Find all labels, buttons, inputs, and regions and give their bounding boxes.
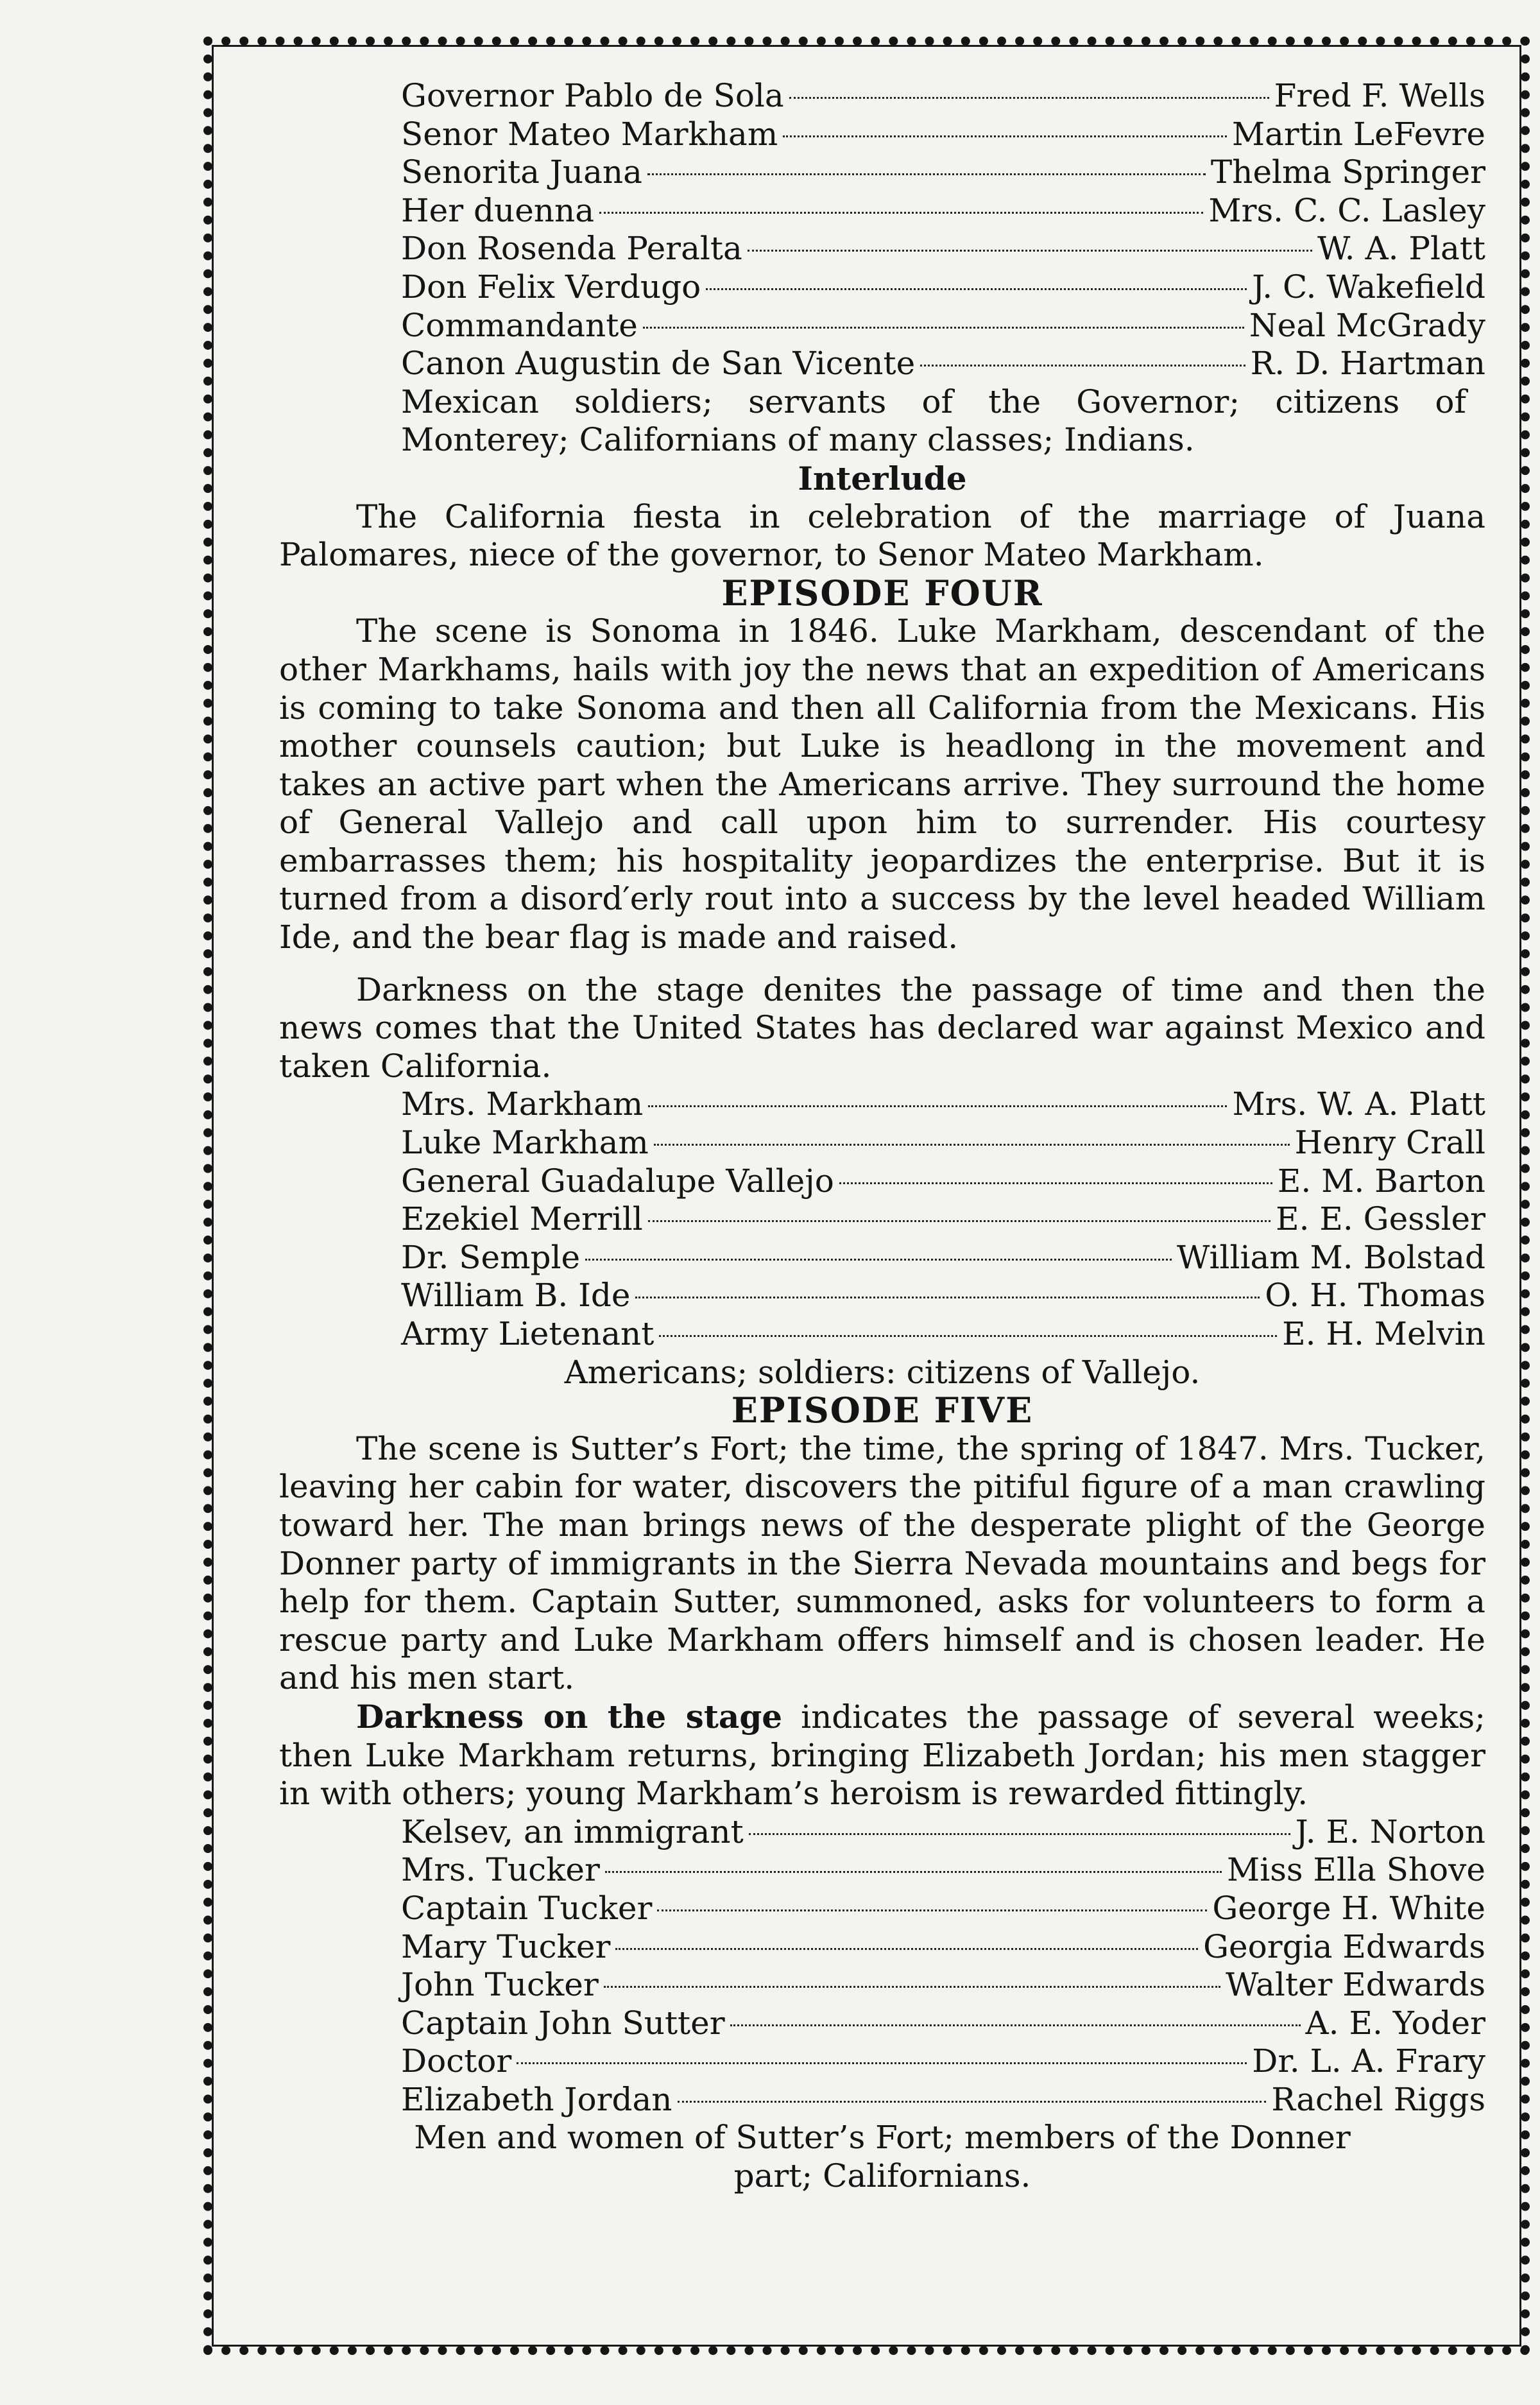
interlude-title: Interlude — [798, 459, 967, 497]
cast-row: Canon Augustin de San Vicente R. D. Hartman — [401, 345, 1485, 383]
cast-row: Kelsev, an immigrant J. E. Norton — [401, 1813, 1485, 1850]
cast-row: Don Rosenda Peralta W. A. Platt — [401, 230, 1485, 268]
program-page — [279, 77, 1485, 2196]
episode4-cast-list — [279, 1085, 1485, 1353]
cast-row: Mary Tucker Georgia Edwards — [401, 1927, 1485, 1965]
episode4-title: EPISODE FOUR — [721, 572, 1043, 614]
episode5-para2-rest: indicates the passage of several weeks; then Luke Markham returns, bringing Elizabeth Jordan; his men stagger in with others; young Markham’s heroism is rewarded fittingly. — [279, 1698, 1486, 1813]
cast-row: John Tucker Walter Edwards — [401, 1966, 1485, 2004]
cast-row: Senor Mateo Markham Martin LeFevre — [401, 115, 1485, 153]
cast-row: General Guadalupe Vallejo E. M. Barton — [401, 1162, 1485, 1200]
episode3-extras: Mexican soldiers; servants of the Governor; citizens of Monterey; Californians of many classes; Indians. — [401, 383, 1466, 459]
cast-row: Senorita Juana Thelma Springer — [401, 153, 1485, 191]
episode3-cast-list — [279, 77, 1485, 383]
cast-row: Don Felix Verdugo J. C. Wakefield — [401, 268, 1485, 306]
cast-row: Captain Tucker George H. White — [401, 1889, 1485, 1927]
episode5-para2 — [279, 1698, 1485, 1813]
cast-row: Army Lietenant E. H. Melvin — [401, 1315, 1485, 1352]
cast-row: Elizabeth Jordan Rachel Riggs — [401, 2080, 1485, 2118]
episode5-cast-list — [279, 1813, 1485, 2119]
episode4-para2: Darkness on the stage denites the passage of time and then the news comes that the United States has declared war against Mexico and taken California. — [279, 970, 1485, 1085]
cast-row: Her duenna Mrs. C. C. Lasley — [401, 191, 1485, 229]
episode5-title: EPISODE FIVE — [731, 1390, 1034, 1431]
cast-row: Governor Pablo de Sola Fred F. Wells — [401, 77, 1485, 114]
cast-row: Mrs. Markham Mrs. W. A. Platt — [401, 1085, 1485, 1123]
episode5-extras: Men and women of Sutter’s Fort; members of the Donner part; Californians. — [414, 2119, 1351, 2195]
cast-row: William B. Ide O. H. Thomas — [401, 1277, 1485, 1315]
episode5-para1: The scene is Sutter’s Fort; the time, the spring of 1847. Mrs. Tucker, leaving her cabin for water, discovers the pitiful figure of a man crawling toward her. The man brings news of the desperate plight of the George Donner party of immigrants in the Sierra Nevada mountains and begs for help for them. Captain Sutter, summoned, asks for volunteers to form a rescue party and Luke Markham offers himself and is chosen leader. He and his men start. — [279, 1429, 1485, 1697]
episode4-para1: The scene is Sonoma in 1846. Luke Markham, descendant of the other Markhams, hails with joy the news that an expedition of Americans is coming to take Sonoma and then all California from the Mexicans. His mother counsels caution; but Luke is headlong in the movement and takes an active part when the Americans arrive. They surround the home of General Vallejo and call upon him to surrender. His courtesy embarrasses them; his hospitality jeopardizes the enterprise. But it is turned from a disord′erly rout into a success by the level headed William Ide, and the bear flag is made and raised. — [279, 612, 1485, 956]
episode5-para2-lead: Darkness on the stage — [356, 1697, 783, 1736]
interlude-text: The California fiesta in celebration of the marriage of Juana Palomares, niece of the governor, to Senor Mateo Markham. — [279, 497, 1485, 574]
cast-row: Ezekiel Merrill E. E. Gessler — [401, 1200, 1485, 1238]
episode4-extras: Americans; soldiers: citizens of Vallejo. — [564, 1353, 1201, 1391]
cast-row: Mrs. Tucker Miss Ella Shove — [401, 1851, 1485, 1889]
cast-row: Commandante Neal McGrady — [401, 306, 1485, 344]
cast-row: Dr. Semple William M. Bolstad — [401, 1238, 1485, 1276]
cast-row: Captain John Sutter A. E. Yoder — [401, 2004, 1485, 2042]
cast-row: Luke Markham Henry Crall — [401, 1124, 1485, 1162]
cast-row: Doctor Dr. L. A. Frary — [401, 2042, 1485, 2080]
